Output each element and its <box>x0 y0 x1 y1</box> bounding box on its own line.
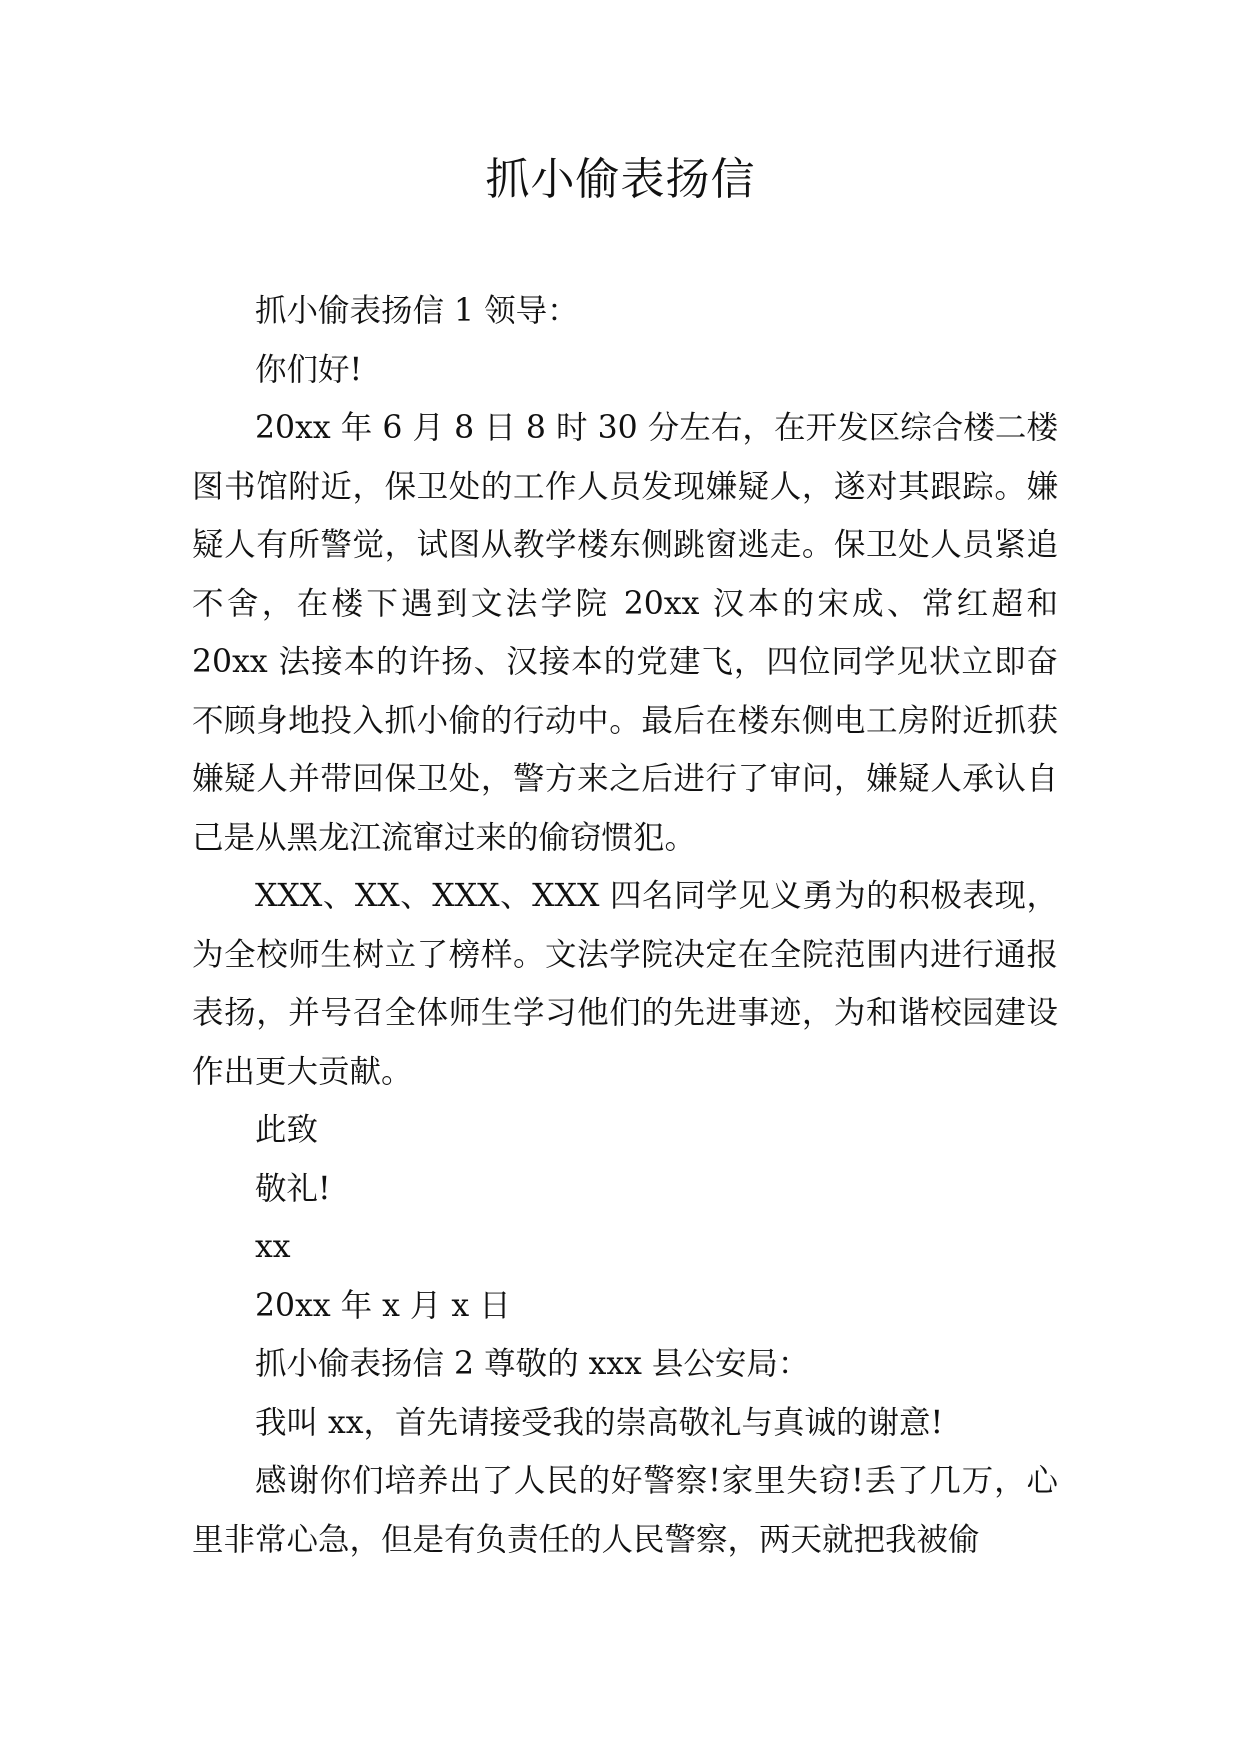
paragraph-date: 20xx 年 x 月 x 日 <box>255 1287 511 1324</box>
paragraph-greeting: 你们好! <box>255 351 363 388</box>
paragraph-letter2-intro: 我叫 xx，首先请接受我的崇高敬礼与真诚的谢意! <box>255 1404 944 1441</box>
document-title: 抓小偷表扬信 <box>485 154 756 205</box>
paragraph-letter2-salutation: 抓小偷表扬信 2 尊敬的 xxx 县公安局： <box>255 1346 810 1382</box>
paragraph-letter2-thanks: 感谢你们培养出了人民的好警察!家里失窃!丢了几万，心里非常心急，但是有负责任的人民警察，两天就把我被偷 <box>192 1463 1058 1558</box>
paragraph-closing: 此致 <box>255 1112 319 1148</box>
paragraph-signature: xx <box>255 1229 291 1265</box>
document-body <box>192 282 1058 1569</box>
paragraph-incident: 20xx 年 6 月 8 日 8 时 30 分左右，在开发区综合楼二楼图书馆附近，保卫处的工作人员发现嫌疑人，遂对其跟踪。嫌疑人有所警觉，试图从教学楼东侧跳窗逃走。保卫处人员紧追不舍，在楼下遇到文法学院 20xx 汉本的宋成、常红超和 20xx 法接本的许扬、汉接本的党建飞，四位同学见状立即奋不顾身地投入抓小偷的行动中。最后在楼东侧电工房附近抓获嫌疑人并带回保卫处，警方来之后进行了审问，嫌疑人承认自己是从黑龙江流窜过来的偷窃惯犯。 <box>192 410 1058 856</box>
paragraph-commendation: XXX、XX、XXX、XXX 四名同学见义勇为的积极表现，为全校师生树立了榜样。文法学院决定在全院范围内进行通报表扬，并号召全体师生学习他们的先进事迹，为和谐校园建设作出更大贡献。 <box>192 878 1058 1090</box>
paragraph-salute: 敬礼! <box>255 1170 331 1207</box>
paragraph-letter1-salutation: 抓小偷表扬信 1 领导： <box>255 293 579 329</box>
